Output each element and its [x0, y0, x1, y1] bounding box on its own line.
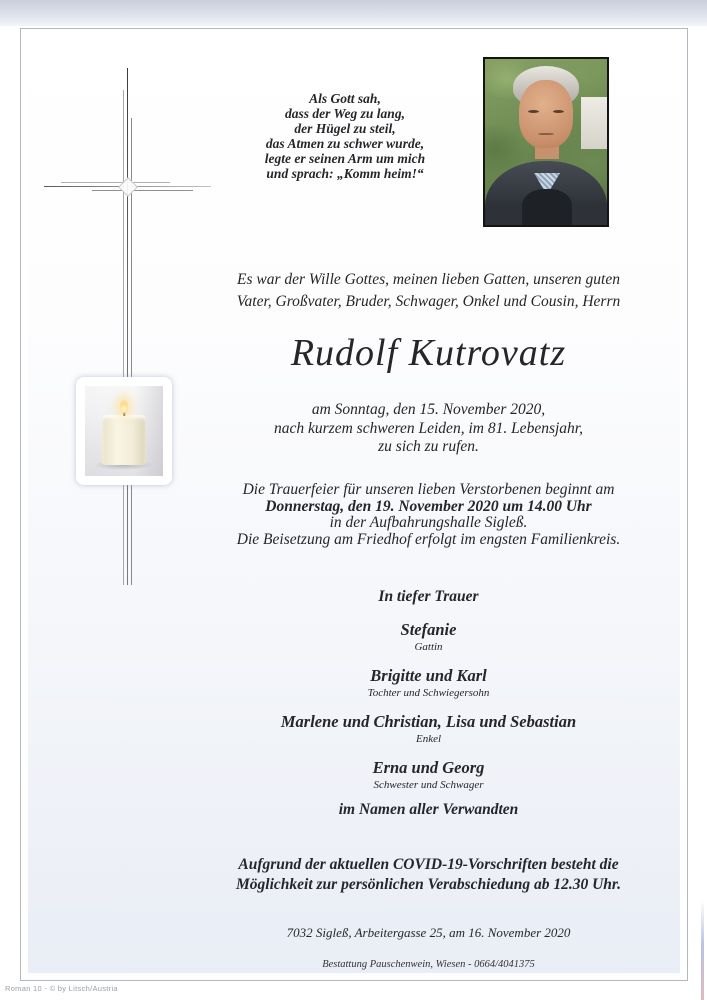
candle-image — [76, 377, 172, 485]
mourner-names: Stefanie — [400, 620, 457, 639]
death-line: zu sich zu rufen. — [378, 438, 479, 455]
mourner-relation: Enkel — [415, 733, 442, 745]
portrait-mouth — [538, 133, 554, 136]
portrait-sweater — [522, 189, 572, 225]
candle-body — [102, 415, 146, 465]
poem-line: Als Gott sah, — [309, 91, 381, 106]
funeral-details — [205, 482, 652, 548]
portrait-eye — [553, 110, 564, 113]
memorial-poem — [245, 91, 445, 181]
cross-vertical-line — [123, 90, 124, 585]
address-date-line: 7032 Sigleß, Arbeitergasse 25, am 16. November 2020 — [286, 925, 571, 940]
death-line: nach kurzem schweren Leiden, im 81. Lebensjahr, — [274, 419, 583, 437]
mourner-relation: Tochter und Schwiegersohn — [367, 687, 490, 699]
candle-flame — [120, 398, 128, 413]
portrait-eye — [528, 110, 539, 113]
deceased-name: Rudolf Kutrovatz — [290, 332, 567, 374]
mourner-entry — [135, 620, 707, 654]
covid-note — [180, 855, 677, 895]
mourning-header: In tiefer Trauer — [378, 588, 479, 605]
portrait-face — [519, 80, 573, 148]
mourner-relation: Gattin — [414, 641, 443, 653]
template-attribution: Roman 10 - © by Litsch/Austria — [5, 984, 118, 993]
mourner-entry — [135, 666, 707, 700]
poem-line: und sprach: „Komm heim!“ — [266, 166, 424, 181]
candle-photo-backdrop — [85, 386, 163, 476]
mourner-entry — [135, 758, 707, 792]
funeral-line: Die Trauerfeier für unseren lieben Verstorbenen beginnt am — [242, 481, 615, 498]
poem-line: das Atmen zu schwer wurde, — [265, 136, 425, 151]
portrait-background-building — [581, 97, 607, 149]
mourner-names: Marlene und Christian, Lisa und Sebastian — [280, 712, 577, 731]
mourner-entry — [135, 712, 707, 746]
cross-vertical-line — [127, 68, 128, 585]
cross-horizontal-line — [61, 182, 170, 183]
intro-line: Es war der Wille Gottes, meinen lieben Gatten, unseren guten — [237, 271, 620, 288]
mourner-names: Brigitte und Karl — [370, 666, 487, 685]
covid-line: Möglichkeit zur persönlichen Verabschiedung ab 12.30 Uhr. — [236, 876, 621, 893]
covid-line: Aufgrund der aktuellen COVID-19-Vorschriften besteht die — [238, 856, 619, 873]
poem-line: der Hügel zu steil, — [294, 121, 396, 136]
death-details — [205, 401, 652, 457]
funeral-home-line: Bestattung Pauschenwein, Wiesen - 0664/4041375 — [322, 959, 535, 970]
scanner-edge-right — [701, 900, 704, 1000]
intro-line: Vater, Großvater, Bruder, Schwager, Onkel und Cousin, Herrn — [236, 293, 621, 310]
poem-line: legte er seinen Arm um mich — [264, 151, 426, 166]
funeral-line: in der Aufbahrungshalle Sigleß. — [329, 514, 528, 531]
mourner-names: Erna und Georg — [372, 758, 485, 777]
poem-line: dass der Weg zu lang, — [285, 106, 405, 121]
death-line: am Sonntag, den 15. November 2020, — [311, 401, 546, 418]
mourner-relation: Schwester und Schwager — [373, 779, 484, 791]
funeral-line: Die Beisetzung am Friedhof erfolgt im engsten Familienkreis. — [236, 530, 621, 548]
mourning-footer: im Namen aller Verwandten — [338, 801, 519, 818]
funeral-date-time: Donnerstag, den 19. November 2020 um 14.00 Uhr — [265, 497, 592, 515]
announcement-intro — [205, 269, 652, 313]
portrait-photo — [483, 57, 609, 227]
cross-horizontal-line — [92, 190, 193, 191]
scanner-edge-top — [0, 0, 707, 26]
